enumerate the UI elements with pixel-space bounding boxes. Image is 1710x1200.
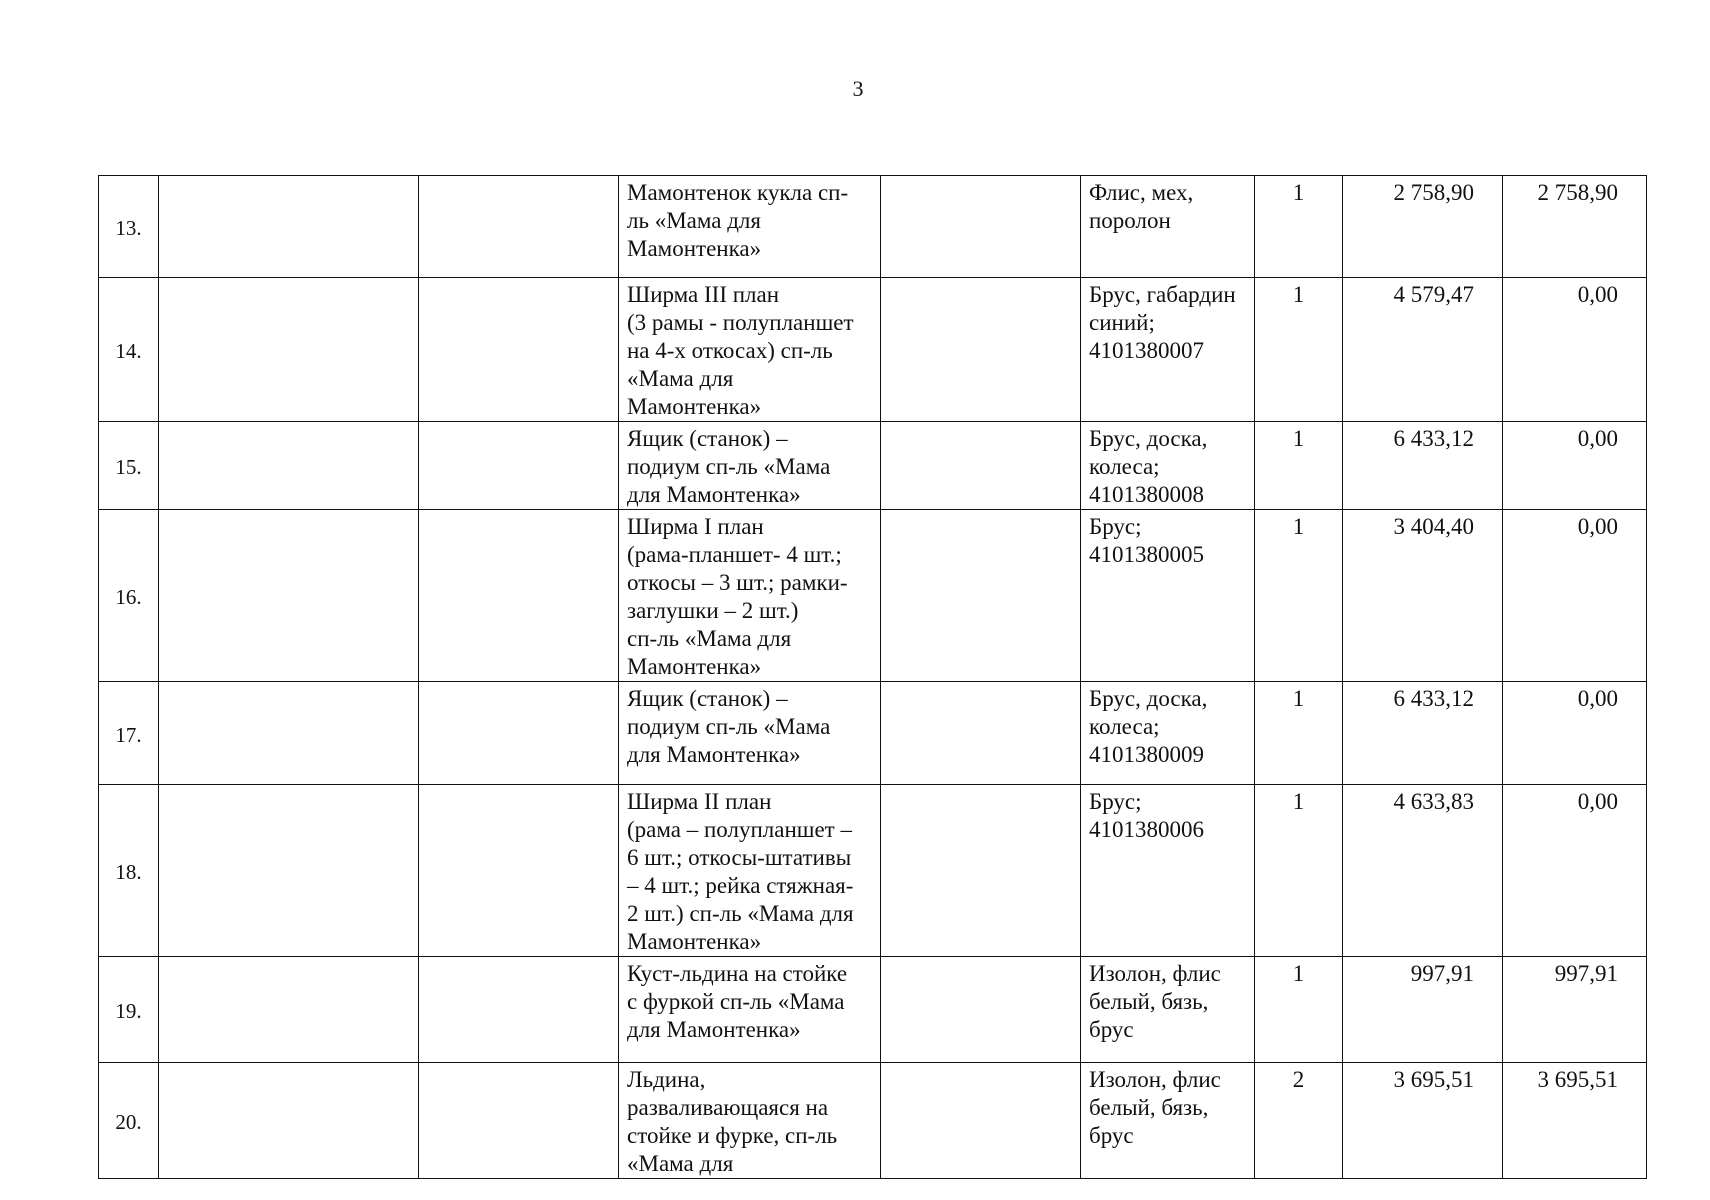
item-material: Брус, доска, колеса; 4101380009 [1089,686,1208,767]
item-material-cell [1081,785,1255,957]
empty-cell [881,176,1081,278]
item-name: Ящик (станок) – подиум сп-ль «Мама для Мамонтенка» [627,686,831,767]
empty-cell [419,422,619,510]
empty-cell [419,510,619,682]
item-material: Изолон, флис белый, бязь, брус [1089,961,1221,1042]
item-price: 3 404,40 [1343,510,1503,682]
empty-cell [419,957,619,1063]
empty-cell [159,682,419,785]
empty-cell [159,957,419,1063]
item-name-cell [619,510,881,682]
item-name: Ширма III план (3 рамы - полупланшет на 4-х откосах) сп-ль «Мама для Мамонтенка» [627,282,854,419]
row-number: 16. [99,510,159,682]
item-name-cell [619,1063,881,1179]
empty-cell [419,1063,619,1179]
item-name: Ящик (станок) – подиум сп-ль «Мама для Мамонтенка» [627,426,831,507]
item-material: Брус, габардин синий; 4101380007 [1089,282,1236,363]
item-quantity: 1 [1255,957,1343,1063]
item-name-cell [619,278,881,422]
page-number: 3 [852,76,864,101]
item-quantity: 1 [1255,278,1343,422]
empty-cell [159,278,419,422]
empty-cell [159,422,419,510]
empty-cell [159,1063,419,1179]
row-number: 20. [99,1063,159,1179]
item-material-cell [1081,682,1255,785]
row-number: 14. [99,278,159,422]
item-quantity: 1 [1255,510,1343,682]
item-name-cell [619,957,881,1063]
row-number: 15. [99,422,159,510]
item-price: 6 433,12 [1343,682,1503,785]
item-total: 0,00 [1503,278,1647,422]
item-material-cell [1081,422,1255,510]
empty-cell [159,176,419,278]
item-total: 0,00 [1503,422,1647,510]
item-material-cell [1081,510,1255,682]
item-name-cell [619,422,881,510]
empty-cell [881,957,1081,1063]
item-total: 0,00 [1503,682,1647,785]
item-total: 0,00 [1503,510,1647,682]
row-number: 17. [99,682,159,785]
item-name: Мамонтенок кукла сп- ль «Мама для Мамонтенка» [627,180,849,261]
item-material-cell [1081,957,1255,1063]
item-price: 6 433,12 [1343,422,1503,510]
item-name: Ширма II план (рама – полупланшет – 6 шт.; откосы-штативы – 4 шт.; рейка стяжная- 2 шт.) сп-ль «Мама для Мамонтенка» [627,789,854,954]
empty-cell [419,278,619,422]
item-total: 0,00 [1503,785,1647,957]
table-row [99,278,1647,422]
table-row [99,957,1647,1063]
empty-cell [419,785,619,957]
row-number: 13. [99,176,159,278]
item-name-cell [619,785,881,957]
item-material: Флис, мех, поролон [1089,180,1194,233]
empty-cell [881,682,1081,785]
item-quantity: 1 [1255,682,1343,785]
item-name-cell [619,682,881,785]
empty-cell [881,785,1081,957]
item-total: 3 695,51 [1503,1063,1647,1179]
item-material-cell [1081,1063,1255,1179]
row-number: 19. [99,957,159,1063]
item-material-cell [1081,176,1255,278]
item-name: Льдина, разваливающаяся на стойке и фурке, сп-ль «Мама для [627,1067,838,1176]
table-row [99,1063,1647,1179]
item-price: 3 695,51 [1343,1063,1503,1179]
item-total: 997,91 [1503,957,1647,1063]
item-quantity: 2 [1255,1063,1343,1179]
table-row [99,422,1647,510]
row-number: 18. [99,785,159,957]
table-row [99,785,1647,957]
item-price: 2 758,90 [1343,176,1503,278]
item-price: 4 579,47 [1343,278,1503,422]
item-quantity: 1 [1255,785,1343,957]
item-quantity: 1 [1255,176,1343,278]
empty-cell [419,682,619,785]
item-name: Куст-льдина на стойке с фуркой сп-ль «Мама для Мамонтенка» [627,961,848,1042]
item-material: Брус, доска, колеса; 4101380008 [1089,426,1208,507]
item-name: Ширма I план (рама-планшет- 4 шт.; откосы – 3 шт.; рамки- заглушки – 2 шт.) сп-ль «Мама для Мамонтенка» [627,514,848,679]
table-row [99,176,1647,278]
item-total: 2 758,90 [1503,176,1647,278]
inventory-table [98,175,1647,1179]
item-name-cell [619,176,881,278]
table-row [99,510,1647,682]
item-quantity: 1 [1255,422,1343,510]
item-material: Брус; 4101380006 [1089,789,1204,842]
item-price: 997,91 [1343,957,1503,1063]
empty-cell [881,1063,1081,1179]
item-price: 4 633,83 [1343,785,1503,957]
empty-cell [881,278,1081,422]
empty-cell [159,785,419,957]
table-row [99,682,1647,785]
empty-cell [881,510,1081,682]
item-material-cell [1081,278,1255,422]
empty-cell [881,422,1081,510]
item-material: Брус; 4101380005 [1089,514,1204,567]
empty-cell [159,510,419,682]
item-material: Изолон, флис белый, бязь, брус [1089,1067,1221,1148]
empty-cell [419,176,619,278]
